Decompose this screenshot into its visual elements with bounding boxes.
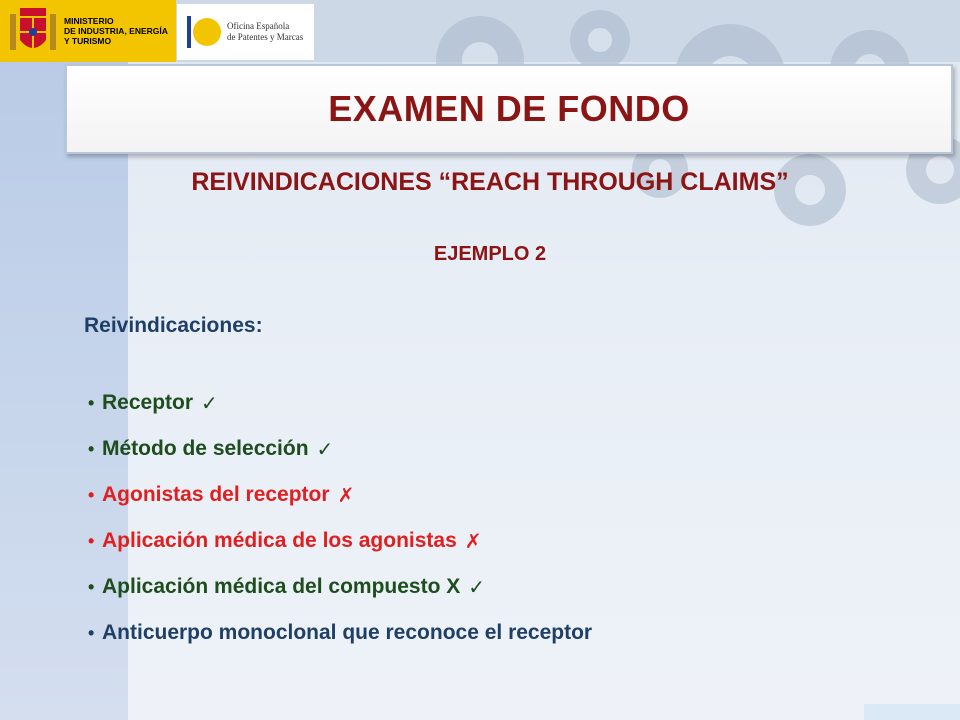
claim-text: Aplicación médica del compuesto X xyxy=(102,575,461,598)
title-box xyxy=(65,64,953,154)
section-label: Reivindicaciones: xyxy=(84,314,263,337)
oepm-line: Oficina Española xyxy=(227,21,290,31)
ministry-line: Y TURISMO xyxy=(64,36,112,46)
claim-item xyxy=(88,564,592,610)
bullet-icon: • xyxy=(88,622,95,643)
claim-item xyxy=(88,610,592,656)
bullet-icon: • xyxy=(88,484,95,505)
corner-decoration xyxy=(864,704,960,720)
oepm-logo xyxy=(177,4,314,60)
subtitle: REIVINDICACIONES “REACH THROUGH CLAIMS” xyxy=(191,168,789,196)
oepm-name xyxy=(227,21,303,43)
ministry-line: DE INDUSTRIA, ENERGÍA xyxy=(64,26,168,36)
bullet-icon: • xyxy=(88,392,95,413)
claim-text: Receptor xyxy=(102,391,194,414)
check-icon: ✓ xyxy=(468,575,486,599)
claim-item xyxy=(88,518,592,564)
example-heading: EJEMPLO 2 xyxy=(433,243,547,265)
coat-of-arms-icon xyxy=(8,4,58,58)
ministry-logo xyxy=(0,0,176,62)
cross-icon: ✗ xyxy=(337,483,355,507)
ministry-line: MINISTERIO xyxy=(64,16,114,26)
claim-text: Agonistas del receptor xyxy=(102,483,330,506)
ministry-name xyxy=(64,16,168,46)
claim-text: Aplicación médica de los agonistas xyxy=(102,529,457,552)
claim-text: Método de selección xyxy=(102,437,309,460)
check-icon: ✓ xyxy=(201,391,218,415)
claims-list xyxy=(88,380,592,656)
claim-text: Anticuerpo monoclonal que reconoce el receptor xyxy=(102,621,593,644)
claim-item xyxy=(88,472,592,518)
cross-icon: ✗ xyxy=(464,529,482,553)
bullet-icon: • xyxy=(88,576,95,597)
claim-item xyxy=(88,426,592,472)
page-title: EXAMEN DE FONDO xyxy=(328,88,690,129)
bullet-icon: • xyxy=(88,530,95,551)
claim-item xyxy=(88,380,592,426)
check-icon: ✓ xyxy=(316,437,334,461)
oepm-sun-icon xyxy=(183,12,223,52)
oepm-line: de Patentes y Marcas xyxy=(227,32,304,42)
bullet-icon: • xyxy=(88,438,95,459)
